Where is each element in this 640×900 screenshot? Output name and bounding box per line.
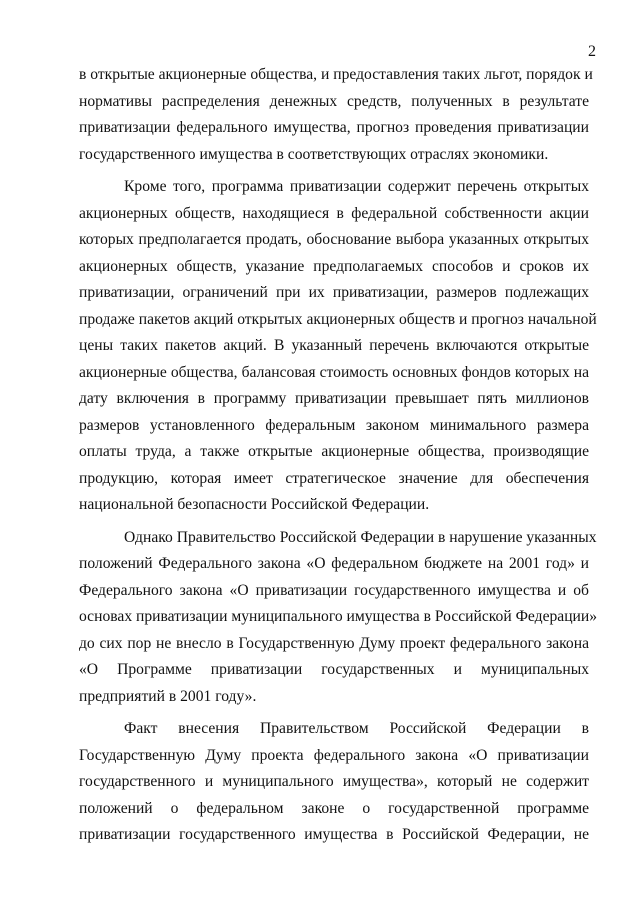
text-line: государственного имущества в соответствующих отраслях экономики.: [79, 145, 549, 163]
text-line: Факт внесения Правительством Российской Федерации в: [124, 720, 589, 737]
text-line: продаже пакетов акций открытых акционерных обществ и прогноз начальной: [79, 310, 597, 328]
text-line: положений о федеральном законе о государственной программе: [79, 799, 589, 817]
text-line: «О Программе приватизации государственных и муниципальных: [79, 661, 589, 678]
text-line: продукцию, которая имеет стратегическое значение для обеспечения: [79, 469, 589, 487]
text-line: положений Федерального закона «О федеральном бюджете на 2001 год» и: [79, 555, 589, 572]
text-line: которых предполагается продать, обоснование выбора указанных открытых: [79, 231, 589, 248]
text-line: оплаты труда, а также открытые акционерные общества, производящие: [79, 443, 589, 460]
paragraph: [79, 525, 598, 711]
text-line: приватизации государственного имущества в Российской Федерации, не: [79, 826, 589, 843]
document-body: [79, 62, 598, 849]
text-line: в открытые акционерные общества, и предоставления таких льгот, порядок и: [79, 66, 593, 83]
text-line: нормативы распределения денежных средств, полученных в результате: [79, 92, 589, 110]
text-line: до сих пор не внесло в Государственную Думу проект федерального закона: [79, 634, 589, 652]
page-number: 2: [588, 43, 596, 60]
text-line: основах приватизации муниципального имущества в Российской Федерации»: [79, 608, 598, 625]
text-line: Федерального закона «О приватизации государственного имущества и об: [79, 581, 589, 599]
text-line: акционерных обществ, указание предполагаемых способов и сроков их: [79, 257, 589, 275]
text-line: акционерные общества, балансовая стоимость основных фондов которых на: [79, 363, 589, 381]
text-line: Однако Правительство Российской Федерации в нарушение указанных: [124, 528, 597, 546]
text-line: дату включения в программу приватизации превышает пять миллионов: [79, 390, 589, 407]
text-line: национальной безопасности Российской Федерации.: [79, 496, 430, 513]
text-line: размеров установленного федеральным законом минимального размера: [79, 416, 589, 434]
text-line: Государственную Думу проекта федерального закона «О приватизации: [79, 746, 589, 764]
text-line: цены таких пакетов акций. В указанный перечень включаются открытые: [79, 337, 589, 354]
paragraph: [79, 716, 589, 849]
text-line: приватизации, ограничений при их приватизации, размеров подлежащих: [79, 284, 589, 301]
paragraph: [79, 174, 597, 519]
text-line: акционерных обществ, находящиеся в федеральной собственности акции: [79, 204, 589, 222]
text-line: государственного и муниципального имущества», который не содержит: [79, 773, 589, 790]
text-line: предприятий в 2001 году».: [79, 687, 257, 705]
text-line: Кроме того, программа приватизации содержит перечень открытых: [124, 178, 589, 195]
paragraph: [79, 62, 593, 168]
text-line: приватизации федерального имущества, прогноз проведения приватизации: [79, 119, 589, 136]
